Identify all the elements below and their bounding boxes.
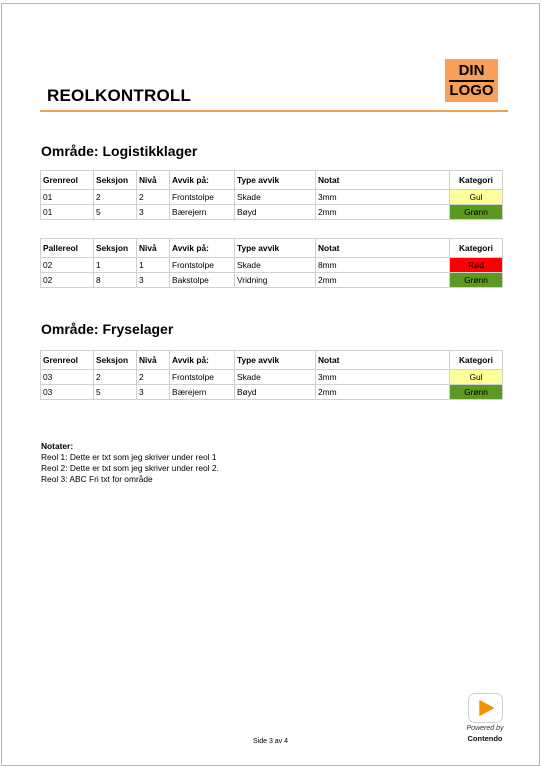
- column-header: Grenreol: [41, 351, 94, 370]
- table-cell: 1: [137, 258, 170, 273]
- table-row: [41, 205, 503, 220]
- column-header: Seksjon: [94, 171, 137, 190]
- logo-line1: DIN: [458, 62, 485, 79]
- table-cell: 5: [94, 205, 137, 220]
- document-title: REOLKONTROLL: [47, 86, 192, 105]
- table-cell: 3: [137, 385, 170, 400]
- table-cell: Frontstolpe: [170, 190, 235, 205]
- note-line: Reol 3: ABC Fri txt for område: [41, 474, 153, 484]
- category-badge: Grønn: [450, 385, 503, 400]
- table-cell: 2mm: [316, 385, 450, 400]
- column-header: Seksjon: [94, 351, 137, 370]
- table-cell: 3mm: [316, 190, 450, 205]
- category-badge: Gul: [450, 190, 503, 205]
- column-header: Avvik på:: [170, 171, 235, 190]
- table-cell: Skade: [235, 370, 316, 385]
- table-cell: 01: [41, 190, 94, 205]
- column-header: Seksjon: [94, 239, 137, 258]
- play-icon: [477, 699, 495, 717]
- table-cell: 2mm: [316, 205, 450, 220]
- table-row: [41, 258, 503, 273]
- table-cell: 8mm: [316, 258, 450, 273]
- column-header: Kategori: [450, 171, 503, 190]
- table-cell: 2: [137, 370, 170, 385]
- table-cell: Bærejern: [170, 385, 235, 400]
- table-fryselager-grenreol: [40, 350, 503, 400]
- table-cell: Skade: [235, 190, 316, 205]
- note-line: Reol 2: Dette er txt som jeg skriver under reol 2.: [41, 463, 219, 473]
- column-header: Kategori: [450, 351, 503, 370]
- table-cell: 3: [137, 273, 170, 288]
- column-header: Kategori: [450, 239, 503, 258]
- table-cell: 1: [94, 258, 137, 273]
- powered-by-label: Powered by: [466, 725, 504, 732]
- table-cell: 2: [94, 190, 137, 205]
- logo-line2: LOGO: [449, 82, 494, 99]
- table-cell: Frontstolpe: [170, 258, 235, 273]
- table-logistikklager-pallereol: [40, 238, 503, 288]
- table-row: [41, 190, 503, 205]
- category-badge: Grønn: [450, 273, 503, 288]
- table-row: [41, 273, 503, 288]
- table-cell: Bøyd: [235, 205, 316, 220]
- table-cell: 03: [41, 385, 94, 400]
- column-header: Notat: [316, 239, 450, 258]
- table-cell: Bærejern: [170, 205, 235, 220]
- column-header: Nivå: [137, 171, 170, 190]
- table-cell: Vridning: [235, 273, 316, 288]
- table-cell: Skade: [235, 258, 316, 273]
- table-row: [41, 370, 503, 385]
- table-header-row: [41, 171, 503, 190]
- table-cell: Frontstolpe: [170, 370, 235, 385]
- column-header: Nivå: [137, 239, 170, 258]
- table-cell: 8: [94, 273, 137, 288]
- table-cell: Bøyd: [235, 385, 316, 400]
- column-header: Notat: [316, 351, 450, 370]
- table-logistikklager-grenreol: [40, 170, 503, 220]
- document-page: [1, 3, 540, 766]
- company-logo: [445, 59, 498, 102]
- page-number: Side 3 av 4: [252, 738, 289, 745]
- category-badge: Gul: [450, 370, 503, 385]
- column-header: Type avvik: [235, 171, 316, 190]
- table-cell: 5: [94, 385, 137, 400]
- table-cell: 3: [137, 205, 170, 220]
- table-row: [41, 385, 503, 400]
- notes-block: [41, 441, 219, 485]
- category-badge: Rød: [450, 258, 503, 273]
- title-underline: [40, 110, 508, 112]
- table-cell: 02: [41, 273, 94, 288]
- column-header: Avvik på:: [170, 239, 235, 258]
- column-header: Avvik på:: [170, 351, 235, 370]
- table-cell: 3mm: [316, 370, 450, 385]
- column-header: Type avvik: [235, 239, 316, 258]
- column-header: Pallereol: [41, 239, 94, 258]
- table-cell: Bakstolpe: [170, 273, 235, 288]
- column-header: Grenreol: [41, 171, 94, 190]
- column-header: Type avvik: [235, 351, 316, 370]
- column-header: Nivå: [137, 351, 170, 370]
- table-cell: 2mm: [316, 273, 450, 288]
- powered-by-brand: Contendo: [467, 734, 503, 743]
- notes-heading: Notater:: [41, 441, 74, 451]
- table-cell: 03: [41, 370, 94, 385]
- table-cell: 01: [41, 205, 94, 220]
- table-cell: 02: [41, 258, 94, 273]
- table-cell: 2: [137, 190, 170, 205]
- table-header-row: [41, 351, 503, 370]
- note-line: Reol 1: Dette er txt som jeg skriver under reol 1: [41, 452, 217, 462]
- contendo-badge: [468, 693, 503, 723]
- table-cell: 2: [94, 370, 137, 385]
- table-header-row: [41, 239, 503, 258]
- column-header: Notat: [316, 171, 450, 190]
- category-badge: Grønn: [450, 205, 503, 220]
- section-heading-logistikklager: Område: Logistikklager: [41, 143, 198, 159]
- section-heading-fryselager: Område: Fryselager: [41, 321, 174, 337]
